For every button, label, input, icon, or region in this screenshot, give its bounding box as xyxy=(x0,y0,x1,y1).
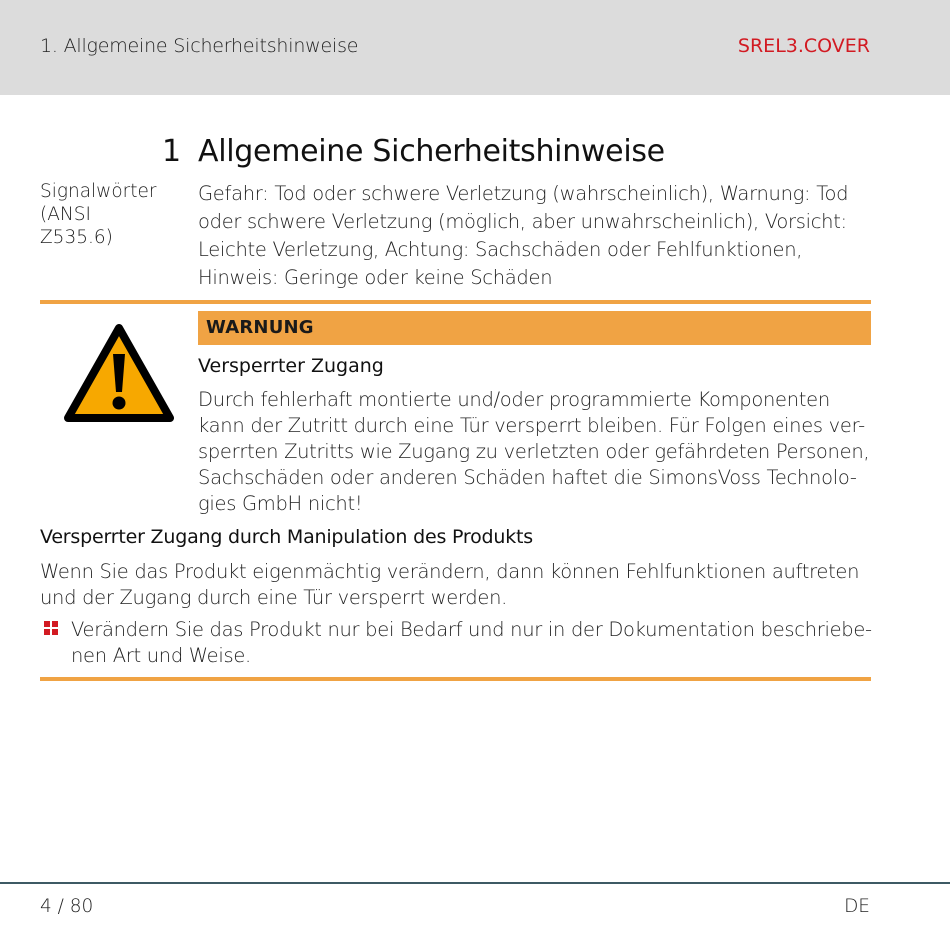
manipulation-bullet-item xyxy=(71,617,871,669)
warning-triangle-icon xyxy=(62,322,176,424)
signal-words-line: Hinweis: Geringe oder keine Schäden xyxy=(198,266,553,289)
manipulation-heading: Versperrter Zugang durch Manipulation des Produkts xyxy=(40,526,533,548)
signal-words-label-line: Z535.6) xyxy=(40,227,113,248)
page-header xyxy=(0,0,950,95)
warning-body-line: Sachschäden oder anderen Schäden haftet die SimonsVoss Technolo- xyxy=(198,466,857,489)
red-square-bullet-icon xyxy=(44,621,58,635)
warning-body-line: gies GmbH nicht! xyxy=(198,492,363,515)
warning-bottom-rule xyxy=(40,677,871,681)
warning-body-line: Durch fehlerhaft montierte und/oder programmierte Komponenten xyxy=(198,388,830,411)
manipulation-body-line: und der Zugang durch eine Tür versperrt werden. xyxy=(40,586,508,609)
warning-top-rule xyxy=(40,300,871,304)
signal-words-definition xyxy=(198,180,863,292)
warning-banner xyxy=(198,311,871,345)
chapter-number: 1 xyxy=(162,134,182,169)
signal-words-label-line: Signalwörter xyxy=(40,181,157,202)
page-number: 4 / 80 xyxy=(40,896,94,917)
warning-heading: Versperrter Zugang xyxy=(198,355,384,377)
bullet-line: Verändern Sie das Produkt nur bei Bedarf und nur in der Dokumentation beschriebe- xyxy=(71,618,872,641)
manipulation-body xyxy=(40,559,871,611)
warning-body-line: sperrten Zutritts wie Zugang zu verletzten oder gefährdeten Personen, xyxy=(198,440,870,463)
manipulation-body-line: Wenn Sie das Produkt eigenmächtig verändern, dann können Fehlfunktionen auftreten xyxy=(40,560,860,583)
bullet-line: nen Art und Weise. xyxy=(71,644,251,667)
signal-words-line: oder schwere Verletzung (möglich, aber unwahrscheinlich), Vorsicht: xyxy=(198,210,847,233)
warning-body xyxy=(198,387,871,517)
language-code: DE xyxy=(844,896,870,917)
signal-words-line: Leichte Verletzung, Achtung: Sachschäden oder Fehlfunktionen, xyxy=(198,238,803,261)
chapter-title: Allgemeine Sicherheitshinweise xyxy=(198,134,665,169)
warning-label: WARNUNG xyxy=(206,317,314,338)
signal-words-label xyxy=(40,180,175,249)
footer-rule xyxy=(0,882,950,884)
header-product-name: SREL3.COVER xyxy=(737,35,870,57)
signal-words-label-line: (ANSI xyxy=(40,204,91,225)
signal-words-line: Gefahr: Tod oder schwere Verletzung (wahrscheinlich), Warnung: Tod xyxy=(198,182,849,205)
header-section-title: 1. Allgemeine Sicherheitshinweise xyxy=(40,35,359,57)
warning-body-line: kann der Zutritt durch eine Tür versperrt bleiben. Für Folgen eines ver- xyxy=(198,414,865,437)
